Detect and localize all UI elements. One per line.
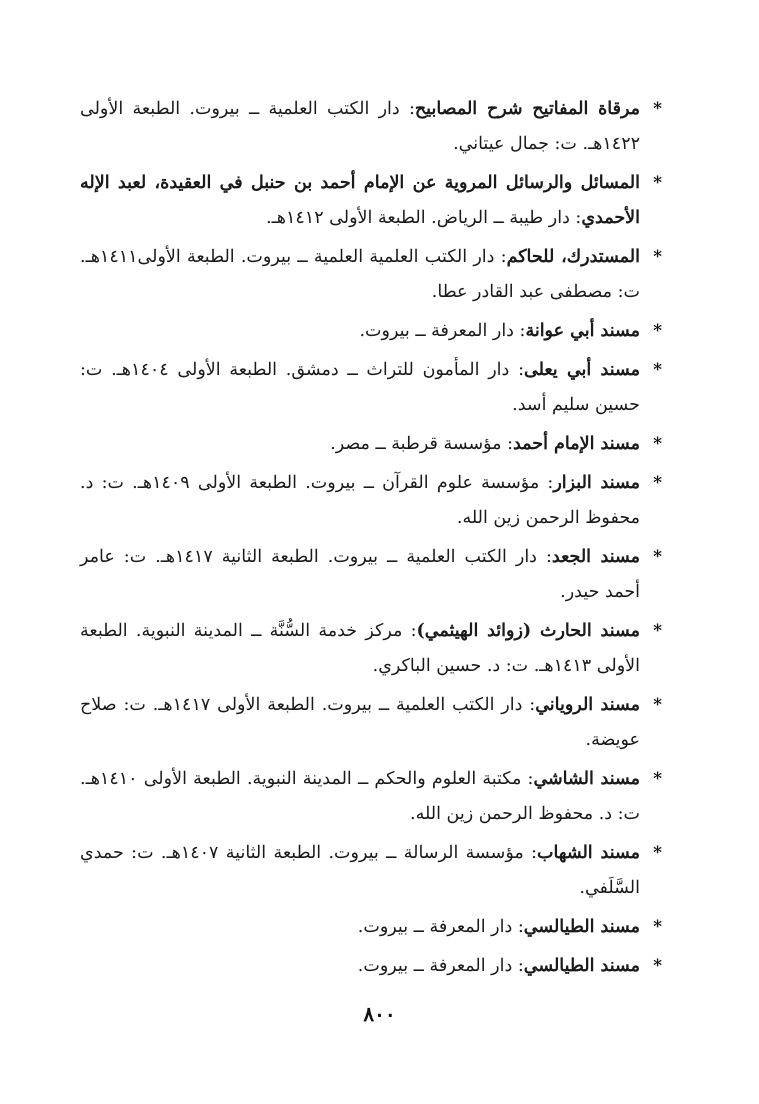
bullet-star-icon: *: [653, 695, 662, 715]
entry-details: : دار طيبة ــ الرياض. الطبعة الأولى ١٤١٢هـ.: [266, 208, 582, 228]
entry-details: : مؤسسة قرطبة ــ مصر.: [330, 434, 513, 454]
bibliography-entry: [80, 466, 662, 536]
entry-details: : دار الكتب العلمية ــ بيروت. الطبعة الأولى ١٤٢٢هـ. ت: جمال عيتاني.: [80, 99, 640, 154]
entry-details: : دار المأمون للتراث ــ دمشق. الطبعة الأولى ١٤٠٤هـ. ت: حسين سليم أسد.: [80, 360, 640, 415]
bibliography-entry: [80, 314, 662, 349]
bibliography-entry: [80, 762, 662, 832]
bibliography-entry: [80, 92, 662, 162]
entry-details: : مكتبة العلوم والحكم ــ المدينة النبوية. الطبعة الأولى ١٤١٠هـ. ت: د. محفوظ الرحمن زين الله.: [80, 769, 640, 824]
entry-title: مسند الجعد: [551, 547, 640, 567]
bullet-star-icon: *: [653, 360, 662, 380]
entry-title: مسند الطيالسي: [523, 956, 640, 976]
bullet-star-icon: *: [653, 473, 662, 493]
bullet-star-icon: *: [653, 173, 662, 193]
bibliography-entry: [80, 240, 662, 310]
entry-details: : مؤسسة الرسالة ــ بيروت. الطبعة الثانية ١٤٠٧هـ. ت: حمدي السَّلَفي.: [80, 843, 640, 898]
entry-details: : دار الكتب العلمية ــ بيروت. الطبعة الثانية ١٤١٧هـ. ت: عامر أحمد حيدر.: [80, 547, 640, 602]
entry-title: مسند الحارث (زوائد الهيثمي): [416, 621, 640, 641]
bibliography-entry: [80, 949, 662, 984]
bibliography-entry: [80, 166, 662, 236]
entry-title: مسند الطيالسي: [523, 917, 640, 937]
bibliography-list: [80, 92, 662, 988]
bibliography-entry: [80, 688, 662, 758]
bullet-star-icon: *: [653, 769, 662, 789]
bibliography-entry: [80, 540, 662, 610]
entry-title: المسائل والرسائل المروية عن الإمام أحمد بن حنبل في العقيدة، لعبد الإله الأحمدي: [80, 173, 640, 228]
entry-details: : دار المعرفة ــ بيروت.: [357, 956, 524, 976]
entry-title: مسند الإمام أحمد: [512, 434, 640, 454]
entry-title: مسند أبي عوانة: [525, 321, 640, 341]
entry-details: : دار المعرفة ــ بيروت.: [359, 321, 526, 341]
bullet-star-icon: *: [653, 621, 662, 641]
bullet-star-icon: *: [653, 843, 662, 863]
entry-title: مسند أبي يعلى: [523, 360, 640, 380]
entry-title: مسند الروياني: [535, 695, 641, 715]
bullet-star-icon: *: [653, 99, 662, 119]
bullet-star-icon: *: [653, 434, 662, 454]
entry-details: : دار الكتب العلمية العلمية ــ بيروت. الطبعة الأولى١٤١١هـ. ت: مصطفى عبد القادر عطا.: [80, 247, 640, 302]
entry-title: مسند الشاشي: [533, 769, 640, 789]
bibliography-entry: [80, 836, 662, 906]
entry-title: مسند البزار: [553, 473, 640, 493]
entry-details: : مركز خدمة السُّنَّة ــ المدينة النبوية. الطبعة الأولى ١٤١٣هـ. ت: د. حسين الباكري.: [80, 621, 640, 676]
bibliography-entry: [80, 614, 662, 684]
entry-title: مسند الشهاب: [536, 843, 640, 863]
bibliography-entry: [80, 427, 662, 462]
bullet-star-icon: *: [653, 917, 662, 937]
page-number: ٨٠٠: [363, 1002, 396, 1026]
bullet-star-icon: *: [653, 547, 662, 567]
entry-title: مرقاة المفاتيح شرح المصابيح: [414, 99, 641, 119]
entry-title: المستدرك، للحاكم: [506, 247, 640, 267]
bullet-star-icon: *: [653, 321, 662, 341]
bibliography-entry: [80, 353, 662, 423]
entry-details: : دار المعرفة ــ بيروت.: [357, 917, 524, 937]
entry-details: : مؤسسة علوم القرآن ــ بيروت. الطبعة الأولى ١٤٠٩هـ. ت: د. محفوظ الرحمن زين الله.: [80, 473, 640, 528]
bibliography-entry: [80, 910, 662, 945]
bullet-star-icon: *: [653, 956, 662, 976]
bullet-star-icon: *: [653, 247, 662, 267]
entry-details: : دار الكتب العلمية ــ بيروت. الطبعة الأولى ١٤١٧هـ. ت: صلاح عويضة.: [80, 695, 640, 750]
